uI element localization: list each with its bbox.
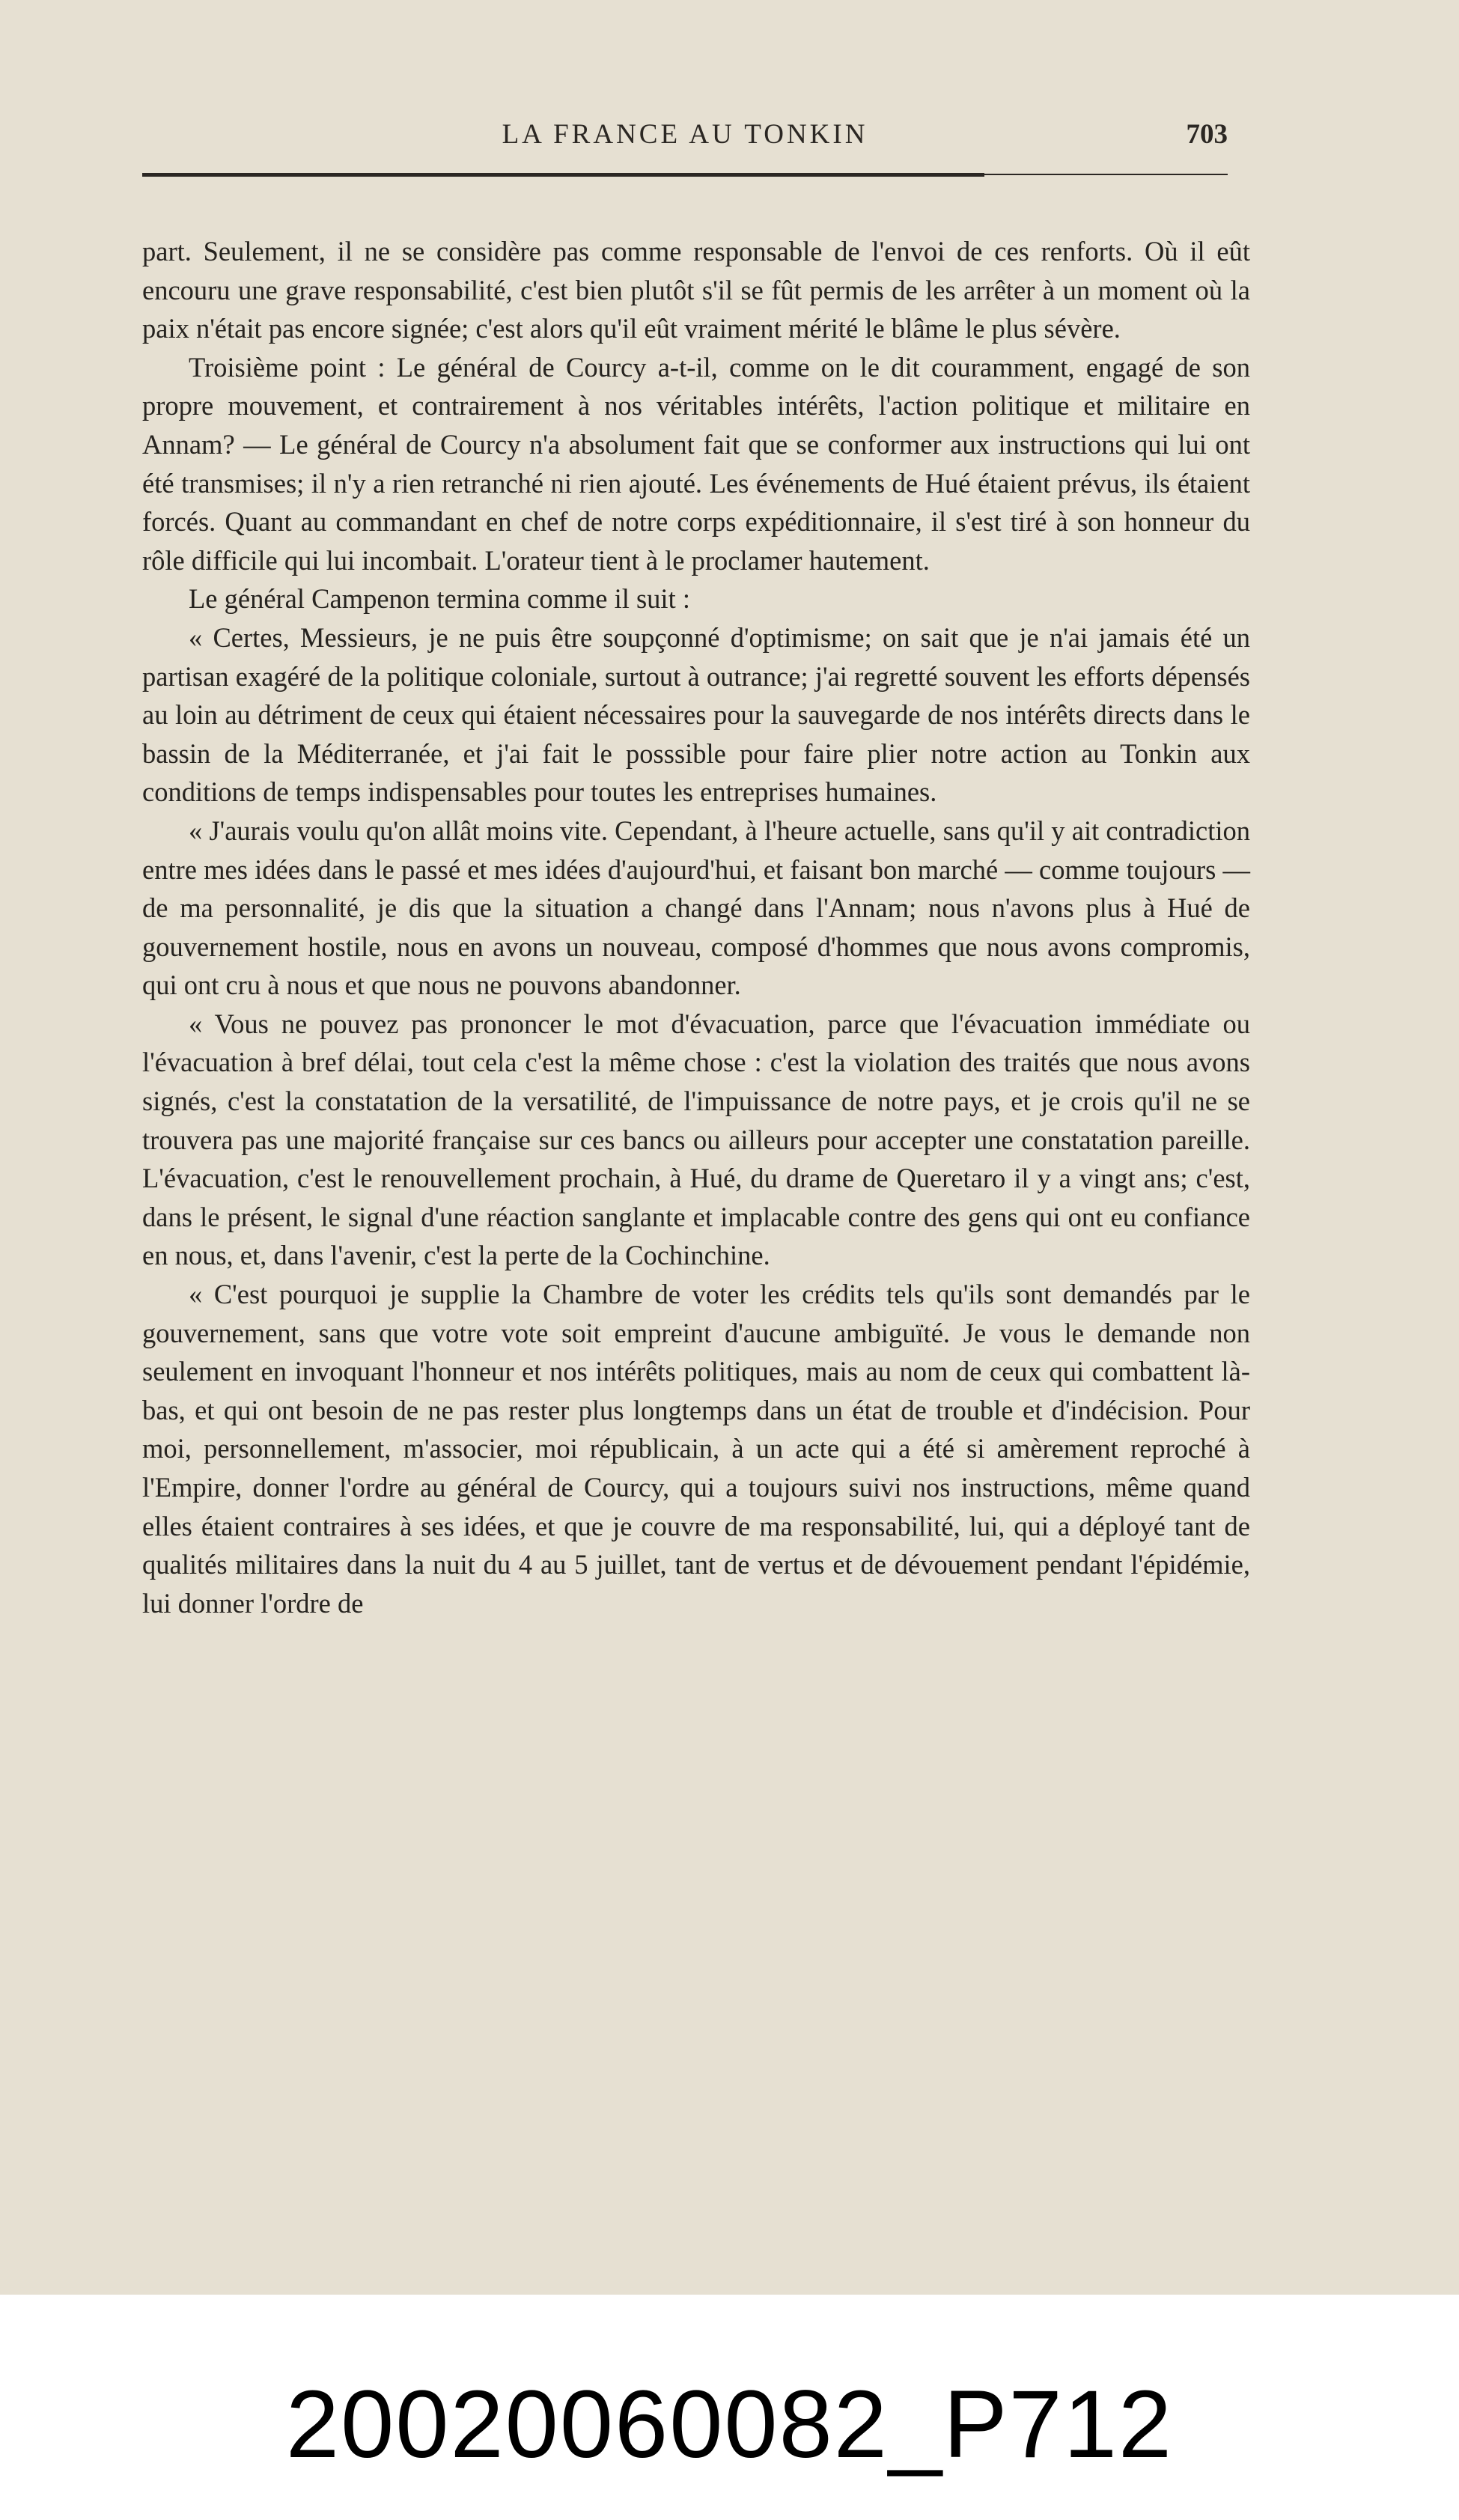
paragraph: part. Seulement, il ne se considère pas comme responsable de l'envoi de ces renforts. Où il eût encouru une grave responsabilité, c'est bien plutôt s'il se fût permis de les arrêter à un moment où la paix n'était pas encore signée; c'est alors qu'il eût vraiment mérité le blâme le plus sévère.	[142, 236, 1250, 344]
page-header	[142, 112, 1228, 165]
body-text	[142, 232, 1250, 1622]
header-rule-thick	[142, 173, 984, 177]
header-rule-thin	[984, 174, 1228, 175]
paragraph: Troisième point : Le général de Courcy a-t-il, comme on le dit couramment, engagé de son propre mouvement, et contrairement à nos véritables intérêts, l'action politique et militaire en Annam? — Le général de Courcy n'a absolument fait que se conformer aux instructions qui lui ont été transmises; il n'y a rien retranché ni rien ajouté. Les événements de Hué étaient prévus, ils étaient forcés. Quant au commandant en chef de notre corps expéditionnaire, il s'est tiré à son honneur du rôle difficile qui lui incombait. L'orateur tient à le proclamer hautement.	[142, 351, 1250, 576]
document-id-caption: 20020060082_P712	[285, 2371, 1174, 2478]
paragraph: « Vous ne pouvez pas prononcer le mot d'évacuation, parce que l'évacuation immédiate ou l'évacuation à bref délai, tout cela c'est la même chose : c'est la violation des traités que nous avons signés, c'est la constatation de la versatilité, de l'impuissance de notre pays, et je crois qu'il ne se trouvera pas une majorité française sur ces bancs ou ailleurs pour accepter une constatation pareille. L'évacuation, c'est le renouvellement prochain, à Hué, du drame de Queretaro il y a vingt ans; c'est, dans le présent, le signal d'une réaction sanglante et implacable contre des gens qui ont eu confiance en nous, et, dans l'avenir, c'est la perte de la Cochinchine.	[142, 1008, 1250, 1271]
running-title: LA FRANCE AU TONKIN	[502, 119, 868, 150]
paragraph: Le général Campenon termina comme il suit :	[189, 583, 690, 615]
paragraph: « C'est pourquoi je supplie la Chambre de voter les crédits tels qu'ils sont demandés par le gouvernement, sans que votre vote soit empreint d'aucune ambiguïté. Je vous le demande non seulement en invoquant l'honneur et nos intérêts politiques, mais au nom de ceux qui combattent là-bas, et qui ont besoin de ne pas rester plus longtemps dans un état de trouble et d'indécision. Pour moi, personnellement, m'associer, moi républicain, à un acte qui a été si amèrement reproché à l'Empire, donner l'ordre au général de Courcy, qui a toujours suivi nos instructions, même quand elles étaient contraires à ses idées, et que je couvre de ma responsabilité, lui, qui a déployé tant de qualités militaires dans la nuit du 4 au 5 juillet, tant de vertus et de dévouement pendant l'épidémie, lui donner l'ordre de	[142, 1279, 1250, 1619]
paragraph: « J'aurais voulu qu'on allât moins vite. Cependant, à l'heure actuelle, sans qu'il y ait contradiction entre mes idées dans le passé et mes idées d'aujourd'hui, et faisant bon marché — comme toujours — de ma personnalité, je dis que la situation a changé dans l'Annam; nous n'avons plus à Hué de gouvernement hostile, nous en avons un nouveau, composé d'hommes que nous avons compromis, qui ont cru à nous et que nous ne pouvons abandonner.	[142, 815, 1250, 1001]
page-number: 703	[1186, 119, 1228, 150]
paragraph: « Certes, Messieurs, je ne puis être soupçonné d'optimisme; on sait que je n'ai jamais été un partisan exagéré de la politique coloniale, surtout à outrance; j'ai regretté souvent les efforts dépensés au loin au détriment de ceux qui étaient nécessaires pour la sauvegarde de nos intérêts directs dans le bassin de la Méditerranée, et j'ai fait le posssible pour faire plier notre action au Tonkin aux conditions de temps indispensables pour toutes les entreprises humaines.	[142, 621, 1250, 808]
